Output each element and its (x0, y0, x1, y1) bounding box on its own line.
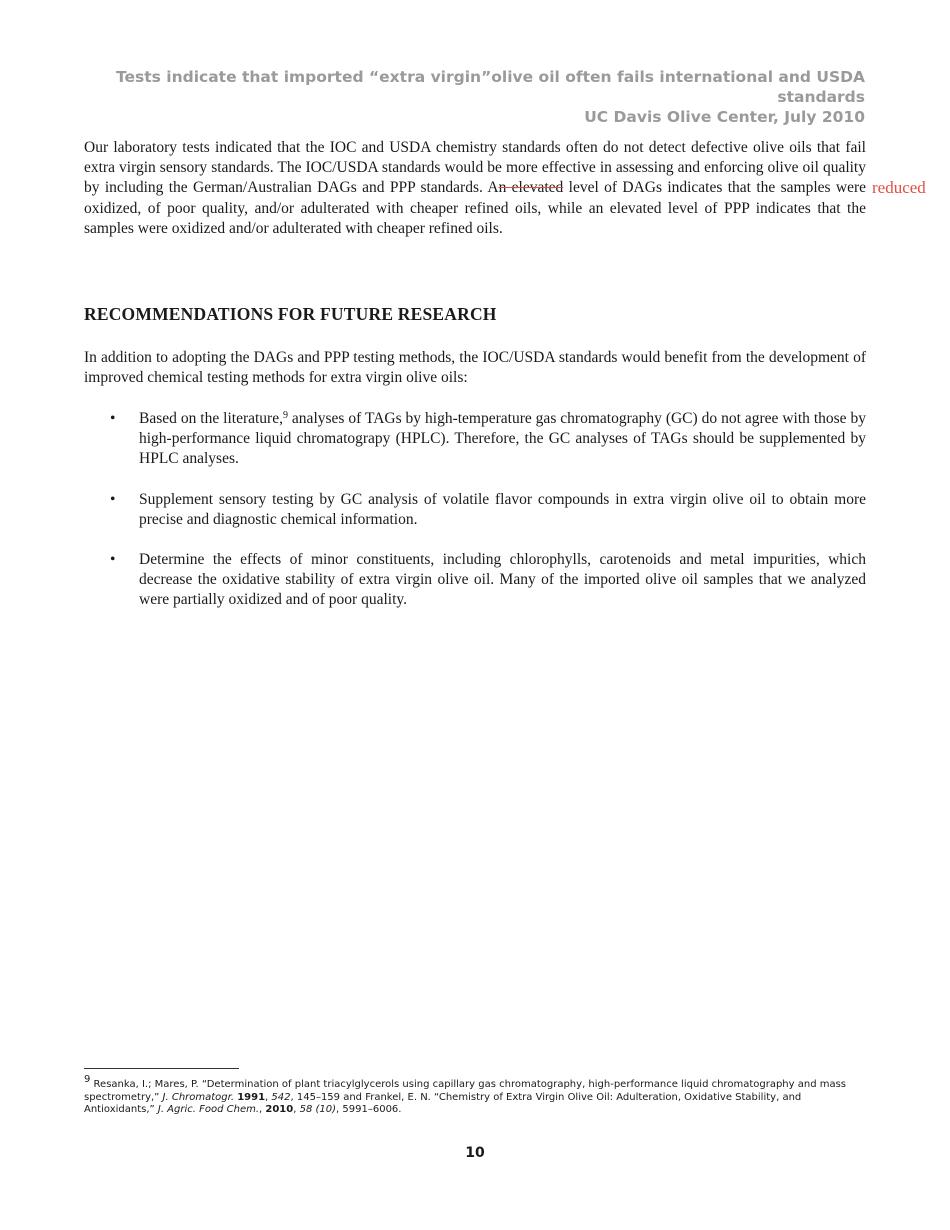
page-number: 10 (465, 1145, 485, 1161)
section-heading: RECOMMENDATIONS FOR FUTURE RESEARCH (84, 304, 497, 324)
paragraph-1 (84, 138, 866, 239)
inserted-correction: reduced (872, 178, 926, 197)
bullet-3-text: Determine the effects of minor constituents, including chlorophylls, carotenoids and metal impurities, which decrease the oxidative stability of extra virgin olive oil. Many of the imported olive oil samples that we analyzed were partially oxidized and of poor quality. (139, 551, 866, 609)
paragraph-1-text-a: Our laboratory tests indicated that the IOC and USDA chemistry standards often do not detect defective olive oils that fail extra virgin sensory standards. The IOC/USDA standards would be more effective in assessing and enforcing olive oil quality by including the German/Australian DAGs and PPP standards. A (84, 139, 866, 197)
journal-1: J. Chromatogr. (162, 1091, 235, 1103)
volume-2: 58 (10) (299, 1104, 337, 1115)
running-header (84, 67, 865, 127)
footnote: $^9$ Resanka, I.; Mares, P. “Determination of plant triacylglycerols using capillary gas chromatography, high-performance liquid chromatography and mass spectrometry,” J. Chromatogr. 1991, 542, 145–159 and Frankel, E. N. “Chemistry of Extra Virgin Olive Oil: Adulteration, Oxidative Stability, and Antioxidants,” J. Agric. Food Chem., 2010, 58 (10), 5991–6006. (84, 1074, 847, 1115)
paragraph-1-text-b: level of DAGs indicates that the samples were oxidized, of poor quality, and/or adulterated with cheaper refined oils, while an elevated level of PPP indicates that the samples were oxidized and/or adulterated with cheaper refined oils. (84, 179, 867, 237)
list-item (84, 490, 866, 530)
list-item (84, 550, 866, 611)
footnote-text-3: , 5991–6006. (336, 1104, 402, 1115)
footnote-divider (84, 1068, 239, 1069)
header-source: UC Davis Olive Center, July 2010 (584, 108, 865, 126)
footnote-number: 9 (84, 1074, 91, 1085)
footnote-ref[interactable]: 9 (282, 410, 288, 421)
bullet-1-text-a: Based on the literature, (139, 410, 283, 427)
paragraph-2: In addition to adopting the DAGs and PPP testing methods, the IOC/USDA standards would benefit from the development of improved chemical testing methods for extra virgin olive oils: (84, 349, 866, 387)
bullet-marker: • (110, 490, 116, 508)
header-title: Tests indicate that imported “extra virgin”olive oil often fails international and USDA standards (115, 68, 865, 106)
recommendations-list (84, 409, 866, 631)
bullet-marker: • (110, 551, 116, 569)
volume-1: 542 (271, 1091, 291, 1103)
year-2: 2010 (265, 1104, 294, 1115)
bullet-1-text-b: analyses of TAGs by high-temperature gas chromatography (GC) do not agree with those by high-performance liquid chromatograpy (HPLC). Therefore, the GC analyses of TAGs should be supplemented by HPLC analyses. (139, 410, 866, 468)
footnote-text-2: , 145–159 and Frankel, E. N. “Chemistry of Extra Virgin Olive Oil: Adulteration, Oxidative Stability, and Antioxidants,” (84, 1091, 802, 1115)
bullet-2-text: Supplement sensory testing by GC analysis of volatile flavor compounds in extra virgin olive oil to obtain more precise and diagnostic chemical information. (139, 490, 866, 528)
struck-text: n elevated (498, 179, 564, 197)
year-1: 1991 (237, 1091, 266, 1103)
footnote-text-1: Resanka, I.; Mares, P. “Determination of plant triacylglycerols using capillary gas chromatography, high-performance liquid chromatography and mass spectrometry,” (84, 1079, 847, 1103)
bullet-marker: • (110, 410, 116, 427)
list-item (84, 409, 866, 470)
journal-2: J. Agric. Food Chem. (157, 1104, 260, 1115)
